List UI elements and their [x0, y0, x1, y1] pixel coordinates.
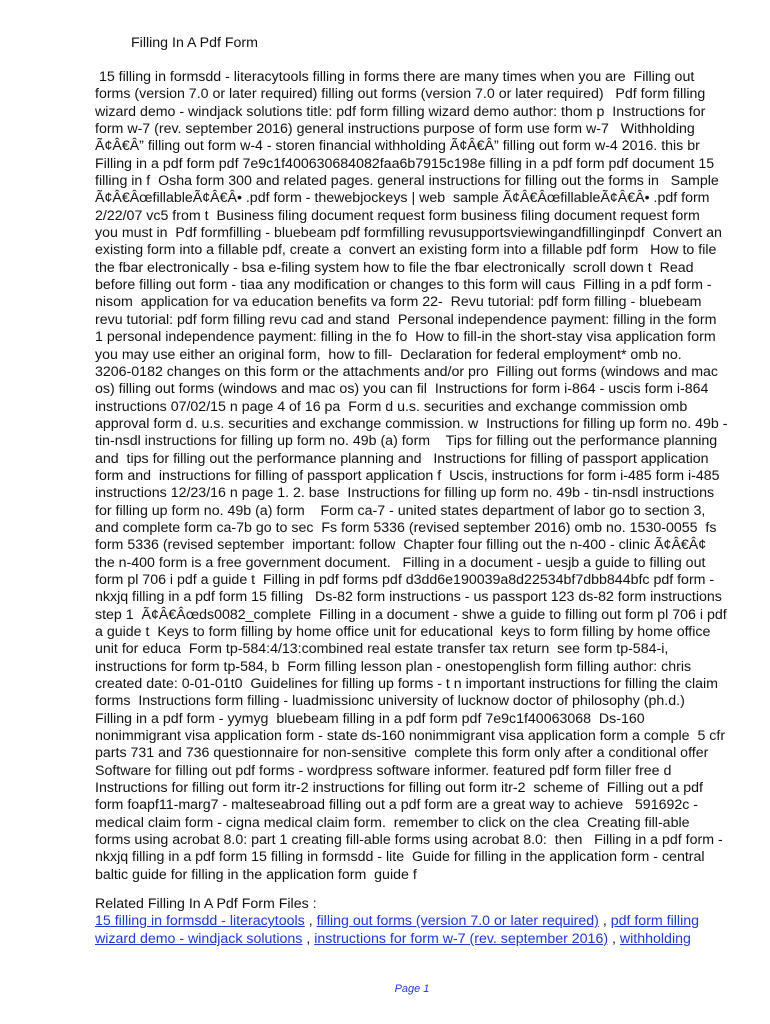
body-line: tin-nsdl instructions for filling up form no. 49b (a) form Tips for filling out the performance planning: [95, 433, 718, 450]
body-line: forms Instructions form filling - luadmissionc university of lucknow doctor of philosophy (ph.d.): [95, 693, 685, 710]
body-line: the fbar electronically - bsa e-filing system how to file the fbar electronically scroll down t Read: [95, 259, 694, 276]
link-separator: ,: [304, 913, 317, 929]
body-line: approval form d. u.s. securities and exchange commission. w Instructions for filling up form no. 49b -: [95, 415, 728, 432]
body-line: Instructions for filling out form itr-2 instructions for filling out form itr-2 scheme of Filling out a pdf: [95, 780, 703, 797]
body-line: step 1 Ã¢Â€Âœds0082_complete Filling in a document - shwe a guide to filling out form pl 706 i pdf: [95, 606, 727, 623]
body-line: Software for filling out pdf forms - wordpress software informer. featured pdf form filler free d: [95, 762, 672, 779]
body-line: Filling in a pdf form - yymyg bluebeam filling in a pdf form pdf 7e9c1f40063068 Ds-160: [95, 710, 645, 727]
document-title: Filling In A Pdf Form: [131, 35, 258, 51]
link-separator: ,: [302, 931, 315, 947]
related-link-2[interactable]: filling out forms (version 7.0 or later required): [316, 913, 599, 929]
body-line: wizard demo - windjack solutions title: pdf form filling wizard demo author: thom p Instructions for: [95, 103, 706, 120]
body-line: 15 filling in formsdd - literacytools filling in forms there are many times when you are Filling out: [95, 69, 695, 85]
body-line: instructions for form tp-584, b Form filling lesson plan - onestopenglish form filling author: chris: [95, 658, 692, 675]
body-line: a guide t Keys to form filling by home office unit for educational keys to form filling by home office: [95, 624, 711, 640]
body-line: 2/22/07 vc5 from t Business filing document request form business filing document request form: [95, 207, 700, 224]
body-line: os) filling out forms (windows and mac os) you can fil Instructions for form i-864 - uscis form i-864: [95, 381, 709, 398]
body-line: you may use either an original form, how to fill- Declaration for federal employment* omb no.: [95, 346, 682, 363]
body-line: nkxjq filling in a pdf form 15 filling Ds-82 form instructions - us passport 123 ds-82 form instructions: [95, 589, 722, 606]
body-line: before filling out form - tiaa any modification or changes to this form will caus Filling in a pdf form -: [95, 277, 712, 294]
body-line: form 5336 (revised september important: follow Chapter four filling out the n-400 - clinic Ã¢Â€Â¢: [95, 537, 707, 554]
body-line: you must in Pdf formfilling - bluebeam pdf formfilling revusupportsviewingandfillinginpdf Convert an: [95, 225, 722, 242]
body-line: nkxjq filling in a pdf form 15 filling in formsdd - lite Guide for filling in the application form - central: [95, 849, 705, 866]
body-line: filling in f Osha form 300 and related pages. general instructions for filling out the forms in Sample: [95, 173, 719, 190]
document-body: [95, 69, 735, 884]
body-line: for filling up form no. 49b (a) form Form ca-7 - united states department of labor go to section 3,: [95, 502, 706, 519]
body-line: Ã¢Â€Â” filling out form w-4 - storen financial withholding Ã¢Â€Â” filling out form w-4 2016. this br: [95, 138, 700, 155]
body-line: and tips for filling out the performance planning and Instructions for filling of passport application: [95, 450, 709, 467]
body-line: Filling in a pdf form pdf 7e9c1f400630684082faa6b7915c198e filling in a pdf form pdf document 15: [95, 155, 715, 172]
link-separator: ,: [598, 913, 611, 929]
body-line: and complete form ca-7b go to sec Fs form 5336 (revised september 2016) omb no. 1530-0055 fs: [95, 519, 717, 536]
body-line: form pl 706 i pdf a guide t Filling in pdf forms pdf d3dd6e190039a8d22534bf7dbb844bfc pdf form -: [95, 571, 715, 588]
body-line: parts 731 and 736 questionnaire for non-sensitive complete this form only after a conditional offer: [95, 745, 709, 762]
related-link-3-part-2[interactable]: wizard demo - windjack solutions: [95, 931, 303, 947]
body-line: existing form into a fillable pdf, create a convert an existing form into a fillable pdf form How to file: [95, 242, 717, 259]
related-files-links: [95, 912, 745, 948]
body-line: Ã¢Â€ÂœfillableÃ¢Â€Â• .pdf form - thewebjockeys | web sample Ã¢Â€ÂœfillableÃ¢Â€Â• .pdf form: [95, 190, 710, 207]
body-line: forms using acrobat 8.0: part 1 creating fill-able forms using acrobat 8.0: then Filling in a pdf form -: [95, 832, 723, 849]
body-line: 3206-0182 changes on this form or the attachments and/or pro Filling out forms (windows and mac: [95, 363, 718, 380]
body-line: 1 personal independence payment: filling in the fo How to fill-in the short-stay visa application form: [95, 329, 716, 346]
body-line: instructions 12/23/16 n page 1. 2. base Instructions for filling up form no. 49b - tin-nsdl instructions: [95, 485, 715, 502]
body-line: nisom application for va education benefits va form 22- Revu tutorial: pdf form filling - bluebeam: [95, 294, 702, 311]
related-links-line-2: [95, 930, 745, 948]
related-link-5[interactable]: withholding: [619, 931, 691, 947]
body-line: unit for educa Form tp-584:4/13:combined real estate transfer tax return see form tp-584-i,: [95, 641, 669, 658]
related-link-1[interactable]: 15 filling in formsdd - literacytools: [95, 913, 305, 929]
body-line: baltic guide for filling in the application form guide f: [95, 866, 417, 883]
related-link-4[interactable]: instructions for form w-7 (rev. september 2016): [314, 931, 609, 947]
body-line: form foapf11-marg7 - malteseabroad filling out a pdf form are a great way to achieve 591692c -: [95, 797, 699, 814]
page-number: Page 1: [394, 983, 430, 995]
body-line: form w-7 (rev. september 2016) general instructions purpose of form use form w-7 Withholding: [95, 121, 695, 138]
body-line: instructions 07/02/15 n page 4 of 16 pa Form d u.s. securities and exchange commission omb: [95, 398, 688, 415]
body-line: nonimmigrant visa application form - state ds-160 nonimmigrant visa application form a comple 5 cfr: [95, 728, 726, 745]
link-separator: ,: [608, 931, 620, 947]
related-files-heading: Related Filling In A Pdf Form Files :: [95, 896, 317, 912]
related-link-3-part-1[interactable]: pdf form filling: [610, 913, 700, 929]
body-line: the n-400 form is a free government document. Filling in a document - uesjb a guide to filling out: [95, 554, 706, 571]
body-line: form and instructions for filling of passport application f Uscis, instructions for form i-485 form i-485: [95, 467, 720, 484]
body-line: medical claim form - cigna medical claim form. remember to click on the clea Creating fill-able: [95, 814, 690, 831]
body-line: forms (version 7.0 or later required) filling out forms (version 7.0 or later required) Pdf form filling: [95, 86, 706, 103]
related-links-line-1: [95, 912, 745, 930]
body-line: revu tutorial: pdf form filling revu cad and stand Personal independence payment: filling in the form: [95, 311, 717, 328]
body-line: created date: 0-01-01t0 Guidelines for filling up forms - t n important instructions for filling the claim: [95, 676, 718, 693]
